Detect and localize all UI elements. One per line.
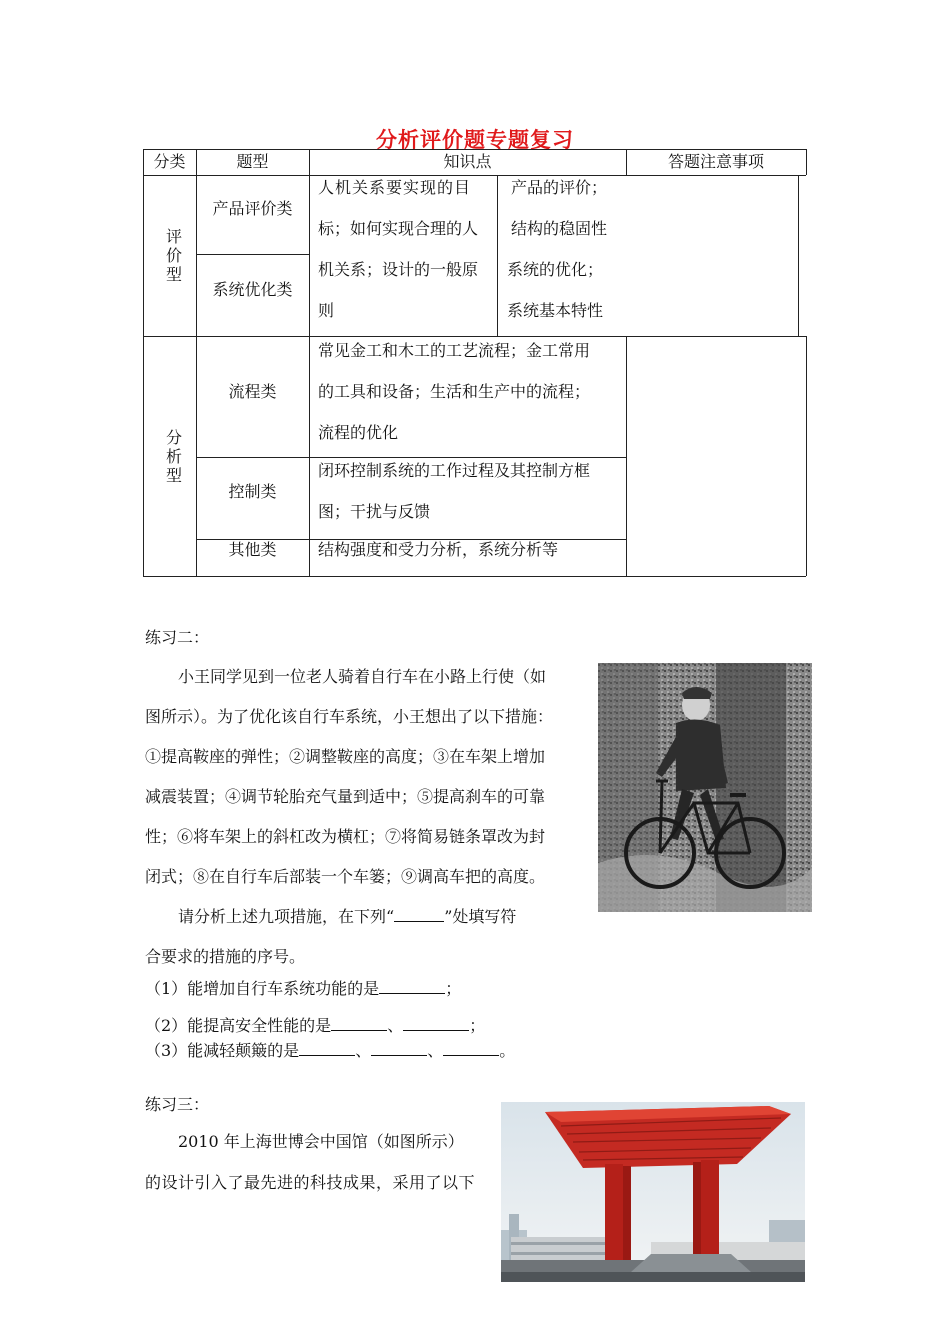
knowledge-line: 结构强度和受力分析，系统分析等 xyxy=(318,540,559,559)
exercise2-line: 小王同学见到一位老人骑着自行车在小路上行使（如 xyxy=(178,667,547,686)
type-process: 流程类 xyxy=(228,382,277,401)
exercise2-heading: 练习二： xyxy=(145,628,210,647)
type-product-evaluation: 产品评价类 xyxy=(212,199,293,218)
answer-blank[interactable] xyxy=(371,1041,427,1056)
category-analysis: 分 析 型 xyxy=(165,428,182,485)
knowledge-line: 闭环控制系统的工作过程及其控制方框 xyxy=(318,461,591,480)
exercise2-line: 闭式；⑧在自行车后部装一个车篓；⑨调高车把的高度。 xyxy=(145,867,546,886)
blank-placeholder xyxy=(394,907,444,922)
answer-blank[interactable] xyxy=(379,979,445,994)
exercise2-line: ①提高鞍座的弹性；②调整鞍座的高度；③在车架上增加 xyxy=(145,747,546,766)
category-evaluation: 评 价 型 xyxy=(165,227,182,284)
answer-blank[interactable] xyxy=(299,1041,355,1056)
sub-knowledge-line: 结构的稳固性 xyxy=(511,219,608,238)
type-other: 其他类 xyxy=(228,540,277,559)
header-knowledge: 知识点 xyxy=(443,152,492,171)
header-type: 题型 xyxy=(236,152,269,171)
knowledge-line: 机关系；设计的一般原 xyxy=(318,260,479,279)
knowledge-line: 的工具和设备；生活和生产中的流程； xyxy=(318,382,591,401)
answer-blank[interactable] xyxy=(443,1041,499,1056)
answer-blank[interactable] xyxy=(403,1016,469,1031)
knowledge-line: 则 xyxy=(318,301,335,320)
header-notes: 答题注意事项 xyxy=(667,152,764,171)
answer-blank[interactable] xyxy=(331,1016,387,1031)
question-1: （1）能增加自行车系统功能的是 ； xyxy=(145,979,462,998)
knowledge-line: 标；如何实现合理的人 xyxy=(318,219,479,238)
knowledge-line: 图；干扰与反馈 xyxy=(318,502,431,521)
type-system-optimization: 系统优化类 xyxy=(212,280,293,299)
page-title: 分析评价题专题复习 xyxy=(376,128,574,152)
exercise2-line: 图所示）。为了优化该自行车系统，小王想出了以下措施： xyxy=(145,707,554,726)
exercise3-line: 2010 年上海世博会中国馆（如图所示） xyxy=(178,1132,464,1151)
exercise2-line: 性；⑥将车架上的斜杠改为横杠；⑦将简易链条罩改为封 xyxy=(145,827,546,846)
type-control: 控制类 xyxy=(228,482,277,501)
exercise3-heading: 练习三： xyxy=(145,1095,210,1114)
question-3: （3）能减轻颠簸的是 、 、 。 xyxy=(145,1041,516,1060)
knowledge-line: 人机关系要实现的目 xyxy=(318,178,472,197)
exercise2-instruction: 请分析上述九项措施，在下列“ ”处填写符 xyxy=(178,907,517,926)
header-category: 分类 xyxy=(153,152,186,171)
bicycle-photo xyxy=(598,663,812,912)
exercise3-line: 的设计引入了最先进的科技成果，采用了以下 xyxy=(145,1173,476,1192)
sub-knowledge-line: 产品的评价； xyxy=(511,178,608,197)
question-2: （2）能提高安全性能的是 、 ； xyxy=(145,1016,486,1035)
knowledge-line: 流程的优化 xyxy=(318,423,399,442)
sub-knowledge-line: 系统的优化； xyxy=(507,260,604,279)
exercise2-instruction-cont: 合要求的措施的序号。 xyxy=(145,947,306,966)
knowledge-line: 常见金工和木工的工艺流程；金工常用 xyxy=(318,341,591,360)
exercise2-line: 减震装置；④调节轮胎充气量到适中；⑤提高刹车的可靠 xyxy=(145,787,546,806)
china-pavilion-photo xyxy=(501,1102,805,1282)
sub-knowledge-line: 系统基本特性 xyxy=(507,301,604,320)
